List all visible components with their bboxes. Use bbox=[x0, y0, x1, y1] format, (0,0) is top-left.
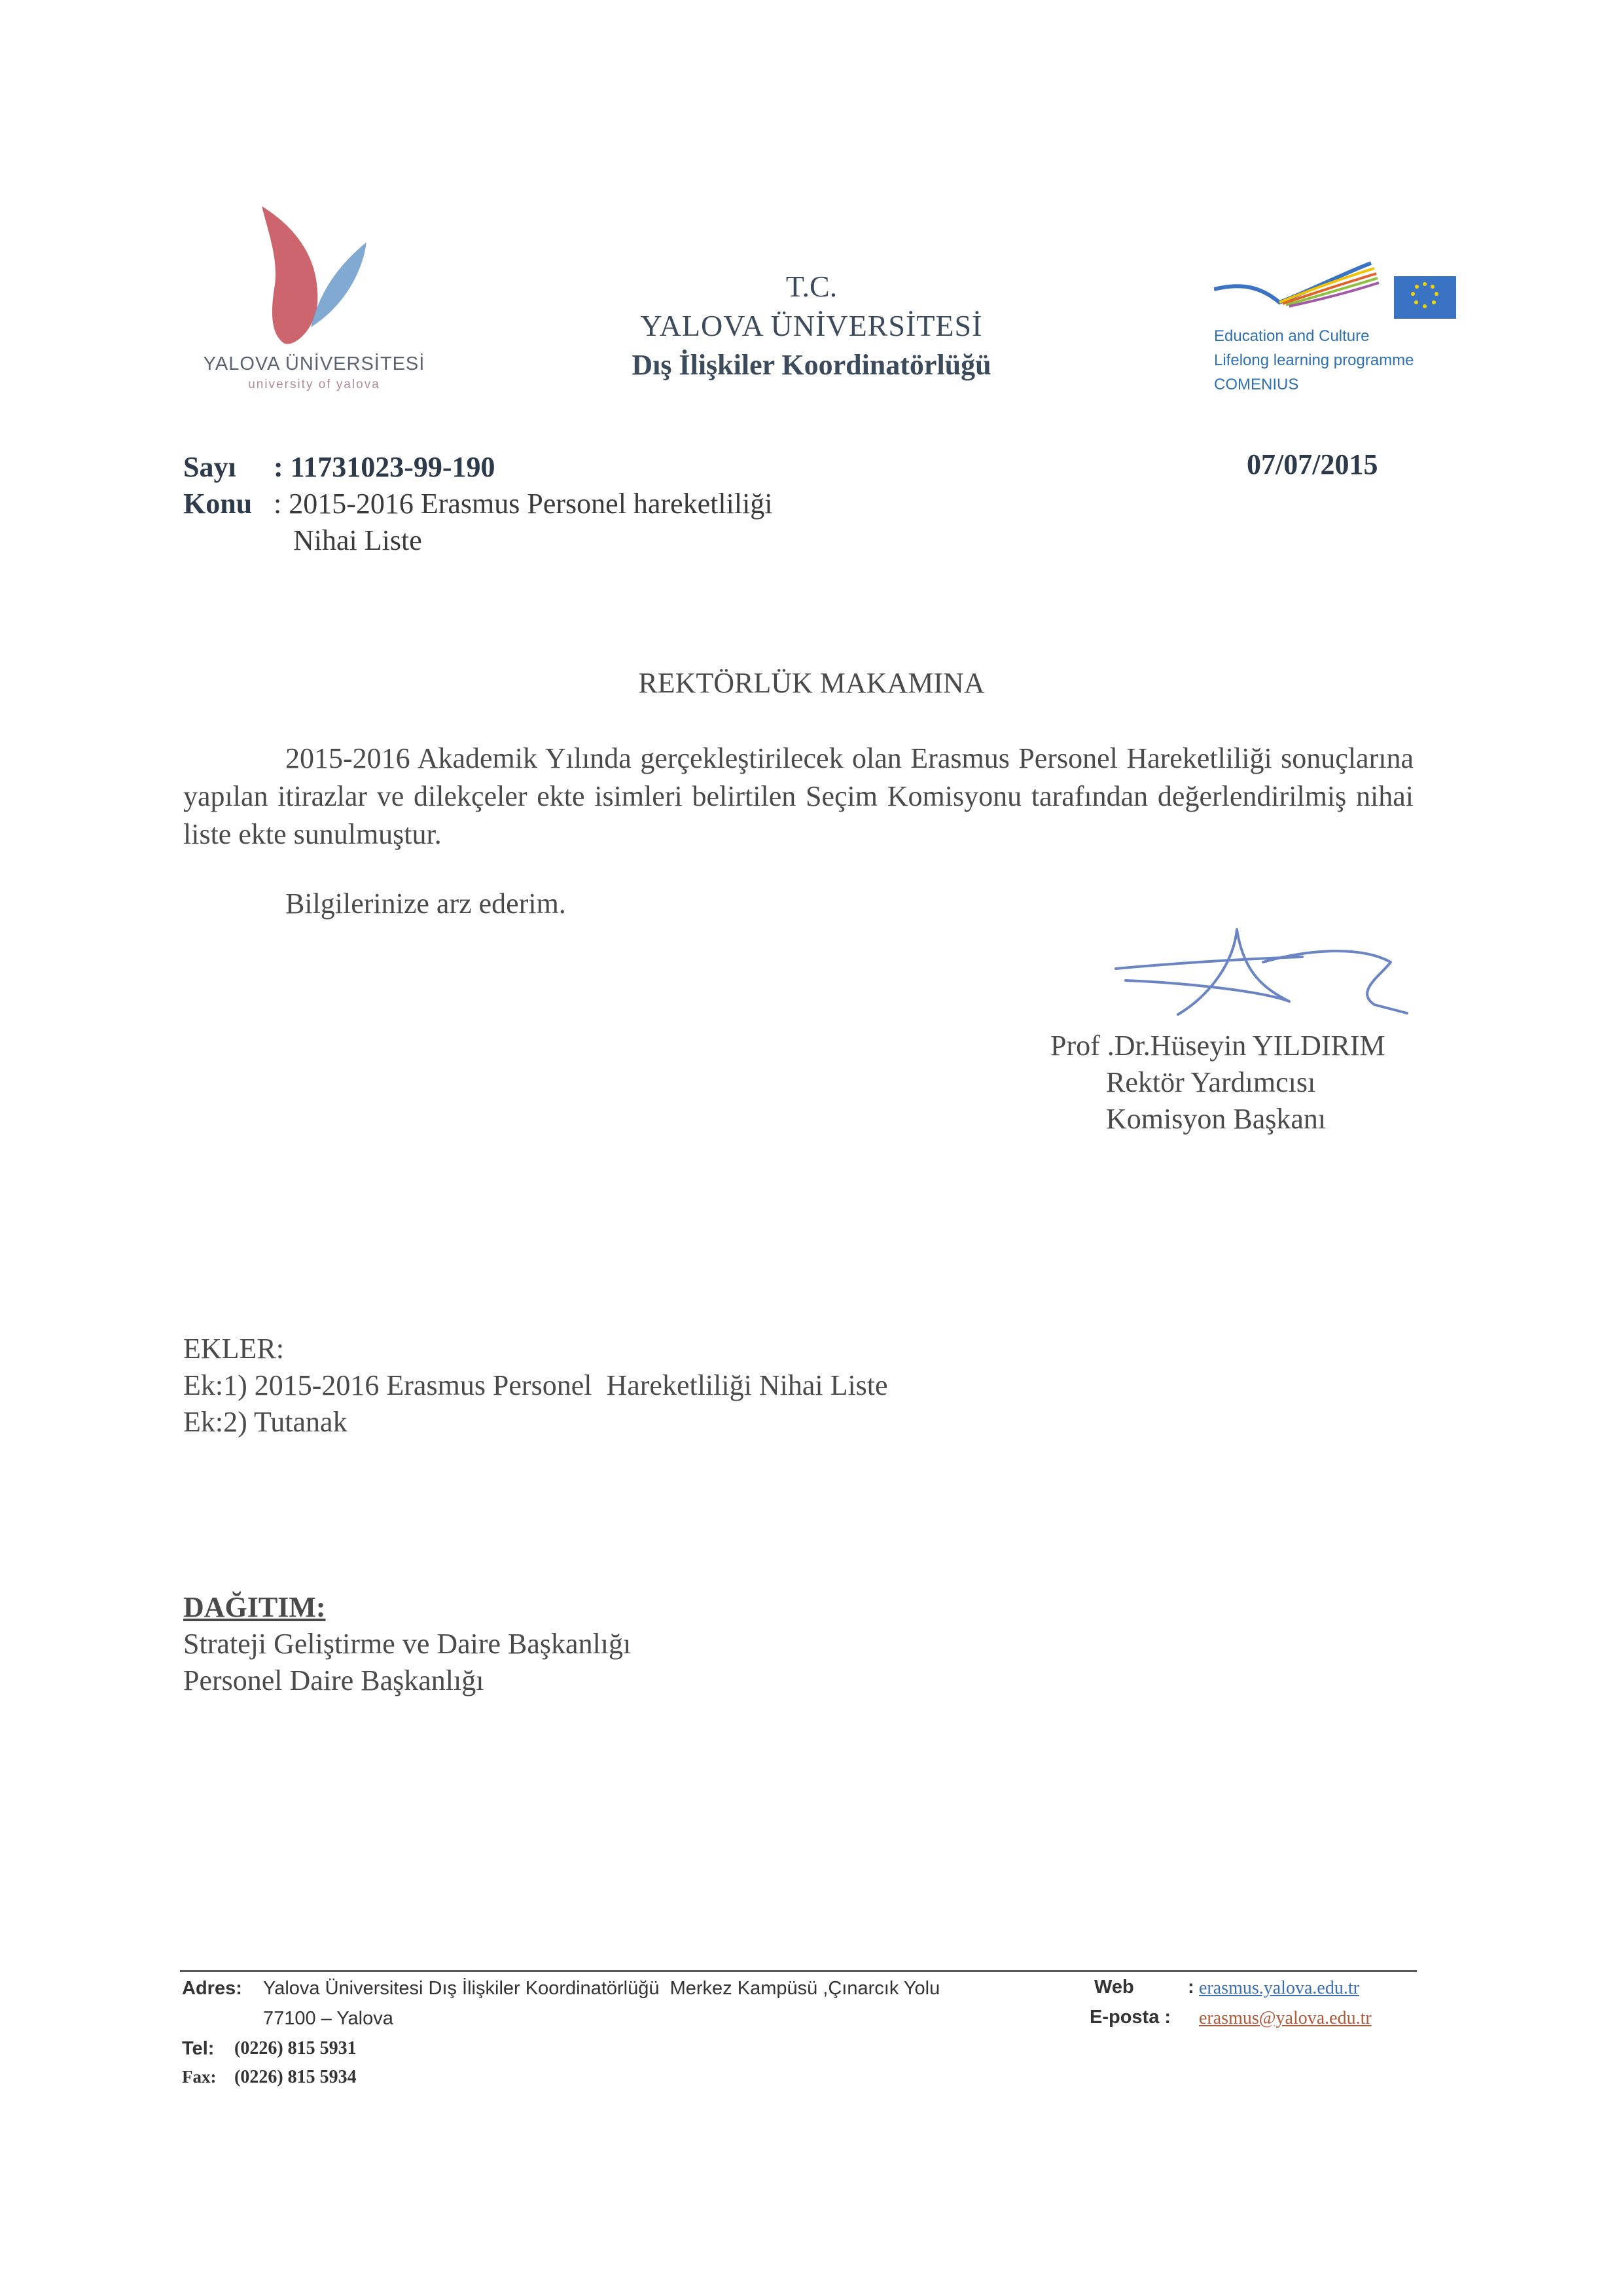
signatory-name: Prof .Dr.Hüseyin YILDIRIM bbox=[1050, 1030, 1385, 1062]
document-date: 07/07/2015 bbox=[1247, 448, 1378, 480]
body-paragraph-text: 2015-2016 Akademik Yılında gerçekleştirilecek olan Erasmus Personel Hareketliliği sonuçlarına yapılan itirazlar ve dilekçeler ekte isimleri belirtilen Seçim Komisyonu tarafından değerlendirilmiş nihai liste ekte sunulmuştur. bbox=[183, 742, 1414, 850]
footer-address-line-1: Yalova Üniversitesi Dış İlişkiler Koordinatörlüğü Merkez Kampüsü ,Çınarcık Yolu bbox=[263, 1978, 940, 1999]
eu-text-line-1: Education and Culture bbox=[1214, 327, 1370, 345]
attachment-item-1: Ek:1) 2015-2016 Erasmus Personel Hareketliliği Nihai Liste bbox=[183, 1369, 888, 1401]
distribution-heading: DAĞITIM: bbox=[183, 1591, 326, 1623]
konu-label: Konu bbox=[183, 488, 253, 520]
attachment-item-2: Ek:2) Tutanak bbox=[183, 1406, 348, 1438]
footer-address-label: Adres: bbox=[182, 1978, 242, 1999]
footer-email-link[interactable]: erasmus@yalova.edu.tr bbox=[1199, 2008, 1372, 2028]
letterhead-university: YALOVA ÜNİVERSİTESİ bbox=[640, 309, 983, 342]
footer-tel-label: Tel: bbox=[182, 2038, 215, 2059]
university-logo-name: YALOVA ÜNİVERSİTESİ bbox=[203, 353, 425, 374]
eu-text-line-3: COMENIUS bbox=[1214, 376, 1299, 393]
eu-swoosh-icon bbox=[1214, 257, 1463, 329]
footer-fax-value: (0226) 815 5934 bbox=[234, 2067, 357, 2087]
footer-email-label: E-posta : bbox=[1090, 2007, 1171, 2028]
letterhead-title bbox=[543, 267, 1080, 385]
signatory-title-1: Rektör Yardımcısı bbox=[1106, 1066, 1316, 1098]
body-paragraph bbox=[183, 740, 1414, 853]
footer-web-link[interactable]: erasmus.yalova.edu.tr bbox=[1199, 1978, 1359, 1998]
letterhead-office: Dış İlişkiler Koordinatörlüğü bbox=[632, 349, 991, 381]
signatory-title-2: Komisyon Başkanı bbox=[1106, 1103, 1327, 1135]
handwritten-signature bbox=[1113, 923, 1414, 1028]
letterhead-country: T.C. bbox=[785, 270, 838, 303]
eu-text-line-2: Lifelong learning programme bbox=[1214, 351, 1414, 369]
university-logo-mark-icon bbox=[249, 206, 380, 350]
distribution-item-1: Strateji Geliştirme ve Daire Başkanlığı bbox=[183, 1628, 632, 1660]
footer-web-separator: : bbox=[1188, 1977, 1194, 1998]
konu-value: : 2015-2016 Erasmus Personel hareketliliği bbox=[274, 488, 773, 520]
sayi-label: Sayı bbox=[183, 451, 236, 483]
footer-address-line-2: 77100 – Yalova bbox=[263, 2008, 393, 2029]
eu-programme-logo bbox=[1214, 257, 1463, 407]
konu-value-line-2: Nihai Liste bbox=[293, 524, 422, 556]
university-logo bbox=[177, 206, 452, 403]
footer-tel-value: (0226) 815 5931 bbox=[234, 2038, 357, 2058]
distribution-item-2: Personel Daire Başkanlığı bbox=[183, 1664, 484, 1696]
footer-fax-label: Fax: bbox=[182, 2067, 217, 2087]
sayi-value: : 11731023-99-190 bbox=[274, 451, 495, 483]
university-logo-subtitle: university of yalova bbox=[248, 378, 380, 391]
closing-line: Bilgilerinize arz ederim. bbox=[285, 888, 566, 920]
addressee: REKTÖRLÜK MAKAMINA bbox=[638, 667, 985, 699]
footer-web-label: Web bbox=[1094, 1977, 1134, 1998]
attachments-heading: EKLER: bbox=[183, 1333, 284, 1365]
footer-divider bbox=[180, 1970, 1417, 1972]
